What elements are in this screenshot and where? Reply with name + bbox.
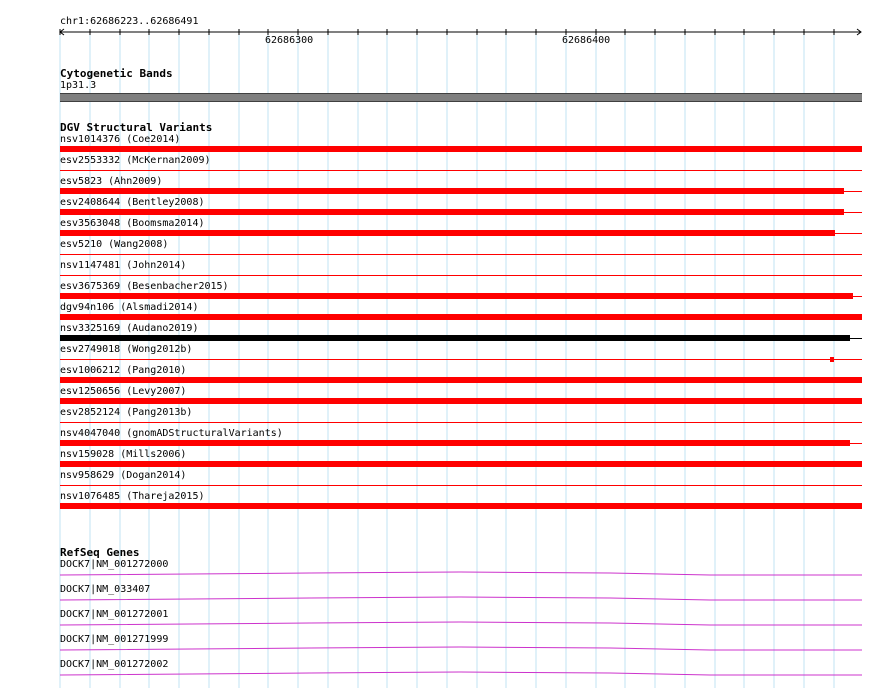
sv-label[interactable]: esv3563048 (Boomsma2014): [60, 218, 205, 229]
sv-track-line: [60, 485, 862, 486]
sv-track-line: [60, 170, 862, 171]
gene-intron-line[interactable]: [0, 595, 890, 603]
sv-label[interactable]: nsv958629 (Dogan2014): [60, 470, 187, 481]
sv-label[interactable]: esv2852124 (Pang2013b): [60, 407, 193, 418]
sv-feature-bar[interactable]: [60, 461, 862, 467]
sv-label[interactable]: esv5210 (Wang2008): [60, 239, 169, 250]
sv-label[interactable]: nsv159028 (Mills2006): [60, 449, 187, 460]
sv-label[interactable]: esv2408644 (Bentley2008): [60, 197, 205, 208]
sv-feature-bar[interactable]: [60, 398, 862, 404]
sv-feature-bar[interactable]: [60, 230, 835, 236]
gene-label[interactable]: DOCK7|NM_001272000: [60, 559, 169, 570]
cytoband-bar[interactable]: [60, 93, 862, 102]
sv-feature-bar[interactable]: [60, 146, 862, 152]
sv-track-line: [60, 275, 862, 276]
sv-track-line: [60, 254, 862, 255]
gene-label[interactable]: DOCK7|NM_033407: [60, 584, 151, 595]
sv-label[interactable]: esv2749018 (Wong2012b): [60, 344, 193, 355]
sv-feature-bar[interactable]: [60, 377, 862, 383]
gene-label[interactable]: DOCK7|NM_001272001: [60, 609, 169, 620]
refseq-title: RefSeq Genes: [60, 546, 140, 559]
sv-feature-bar[interactable]: [60, 314, 862, 320]
sv-track-line: [60, 359, 862, 360]
sv-feature-bar[interactable]: [60, 209, 844, 215]
tick-label-1: 62686300: [265, 35, 314, 46]
gene-label[interactable]: DOCK7|NM_001272002: [60, 659, 169, 670]
position-label: chr1:62686223..62686491: [60, 16, 199, 27]
gene-intron-line[interactable]: [0, 645, 890, 653]
sv-label[interactable]: esv5823 (Ahn2009): [60, 176, 163, 187]
sv-feature-bar[interactable]: [60, 293, 853, 299]
sv-feature-bar[interactable]: [60, 335, 850, 341]
sv-label[interactable]: nsv1076485 (Thareja2015): [60, 491, 205, 502]
cytoband-label: 1p31.3: [60, 80, 97, 91]
sv-label[interactable]: esv2553332 (McKernan2009): [60, 155, 211, 166]
tick-label-2: 62686400: [562, 35, 611, 46]
sv-label[interactable]: esv1006212 (Pang2010): [60, 365, 187, 376]
sv-track-line: [60, 422, 862, 423]
cytoband-title: Cytogenetic Bands: [60, 67, 173, 80]
sv-label[interactable]: esv1250656 (Levy2007): [60, 386, 187, 397]
gene-label[interactable]: DOCK7|NM_001271999: [60, 634, 169, 645]
sv-label[interactable]: nsv1014376 (Coe2014): [60, 134, 181, 145]
gene-intron-line[interactable]: [0, 570, 890, 578]
sv-label[interactable]: esv3675369 (Besenbacher2015): [60, 281, 229, 292]
sv-label[interactable]: nsv3325169 (Audano2019): [60, 323, 199, 334]
sv-feature-bar[interactable]: [60, 188, 844, 194]
sv-label[interactable]: dgv94n106 (Alsmadi2014): [60, 302, 199, 313]
dgv-title: DGV Structural Variants: [60, 121, 213, 134]
gene-intron-line[interactable]: [0, 670, 890, 678]
gene-intron-line[interactable]: [0, 620, 890, 628]
sv-label[interactable]: nsv1147481 (John2014): [60, 260, 187, 271]
sv-feature-block[interactable]: [830, 357, 834, 362]
sv-label[interactable]: nsv4047040 (gnomADStructuralVariants): [60, 428, 283, 439]
sv-feature-bar[interactable]: [60, 503, 862, 509]
sv-feature-bar[interactable]: [60, 440, 850, 446]
ruler-axis[interactable]: [0, 24, 890, 40]
